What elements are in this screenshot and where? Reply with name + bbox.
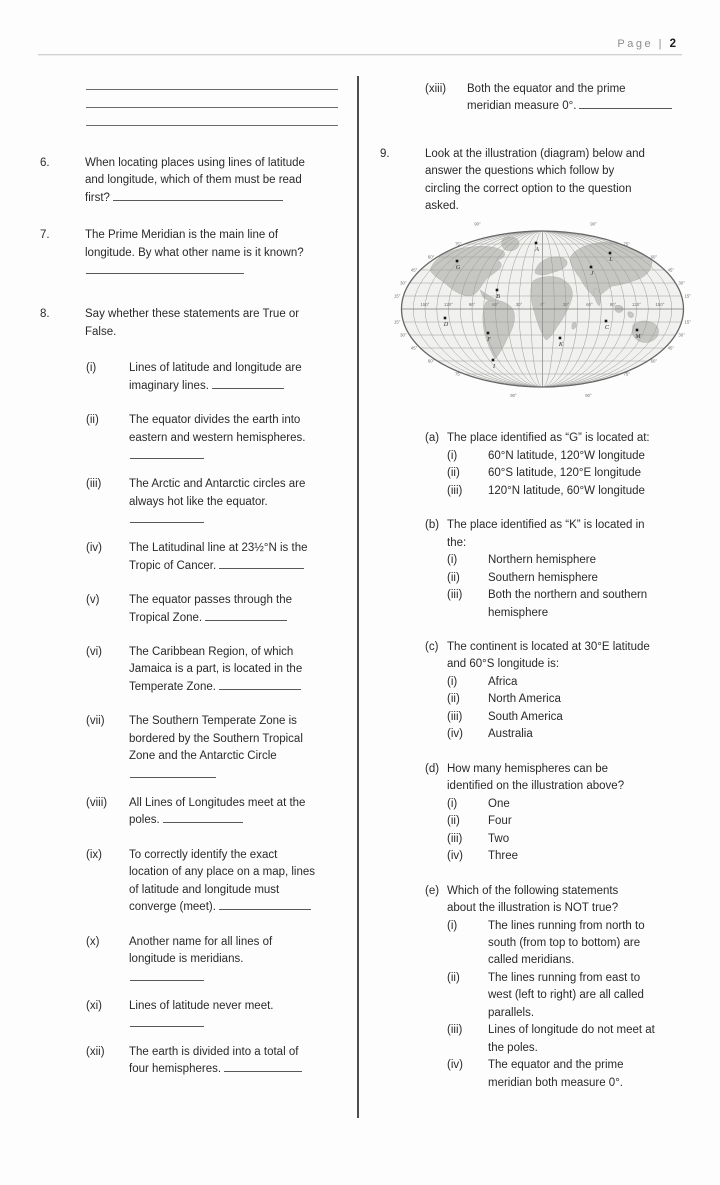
map-latitude-label: 75° xyxy=(623,371,630,377)
map-point xyxy=(535,242,538,245)
map-longitude-label: 150° xyxy=(655,301,665,307)
map-latitude-label: 60° xyxy=(427,254,435,260)
map-point-label: L xyxy=(609,256,613,264)
column-divider xyxy=(357,76,359,1118)
answer-blank-line xyxy=(86,78,338,90)
mc-stem: The continent is located at 30°E latitude and 60°S longitude is: xyxy=(447,640,650,671)
map-point xyxy=(609,252,612,255)
answer-blank xyxy=(219,558,304,569)
option-number: (ii) xyxy=(447,971,460,984)
question-number: 6. xyxy=(40,157,50,169)
mc-option xyxy=(447,1057,710,1092)
world-map-illustration xyxy=(386,218,702,406)
mc-option xyxy=(447,709,710,726)
option-text: Southern hemisphere xyxy=(488,571,598,584)
mc-option xyxy=(447,726,710,743)
map-point-label: B xyxy=(496,293,500,301)
option-number: (iii) xyxy=(447,832,463,845)
option-number: (i) xyxy=(447,554,458,567)
map-point xyxy=(559,337,562,340)
mc-question-d xyxy=(425,761,710,866)
map-point xyxy=(496,289,499,292)
item-text: The Caribbean Region, of which Jamaica is a part, is located in the Temperate Zone. xyxy=(129,645,303,693)
map-longitude-label: 90° xyxy=(609,301,617,307)
item-text: The equator divides the earth into eastern and western hemispheres. xyxy=(129,414,306,444)
map-point xyxy=(492,359,495,362)
question-text: Say whether these statements are True or False. xyxy=(85,308,300,338)
statement-item xyxy=(86,1044,356,1079)
map-longitude-label: 30° xyxy=(515,301,523,307)
world-map-svg xyxy=(386,218,699,400)
map-pole-label: 90° xyxy=(510,392,517,398)
option-text: Lines of longitude do not meet at the poles. xyxy=(488,1024,655,1054)
mc-option xyxy=(447,831,710,848)
map-latitude-label: 15° xyxy=(393,319,401,325)
question-text: The Prime Meridian is the main line of longitude. By what other name is it known? xyxy=(85,229,304,259)
option-text: The lines running from east to west (left to right) are all called parallels. xyxy=(488,971,644,1019)
option-text: North America xyxy=(488,693,561,706)
answer-blank xyxy=(219,679,301,690)
item-text: All Lines of Longitudes meet at the poles. xyxy=(129,796,306,827)
option-text: The lines running from north to south (from top to bottom) are called meridians. xyxy=(488,919,645,967)
answer-blank-line xyxy=(86,108,338,126)
map-pole-label: 90° xyxy=(590,221,597,227)
question-text: When locating places using lines of latitude and longitude, which of them must be read first? xyxy=(85,157,305,204)
header-rule xyxy=(38,54,682,55)
answer-blank xyxy=(113,190,283,201)
mc-label: (a) xyxy=(425,432,440,445)
map-longitude-label: 90° xyxy=(468,301,476,307)
item-number: (v) xyxy=(86,594,100,607)
option-text: 120°N latitude, 60°W longitude xyxy=(488,484,645,497)
item-number: (iii) xyxy=(86,478,102,491)
item-text: The earth is divided into a total of four hemispheres. xyxy=(129,1046,299,1076)
map-latitude-label: 75° xyxy=(623,241,630,247)
mc-label: (e) xyxy=(425,884,440,897)
question-7 xyxy=(40,227,356,274)
statement-item xyxy=(86,847,356,917)
statement-list xyxy=(86,360,356,1079)
map-latitude-label: 30° xyxy=(400,280,407,286)
option-text: Australia xyxy=(488,728,533,741)
mc-option xyxy=(447,796,710,813)
answer-blank xyxy=(579,98,672,109)
mc-question-c xyxy=(425,639,710,744)
option-number: (iii) xyxy=(447,710,463,723)
answer-blank xyxy=(224,1061,302,1072)
map-latitude-label: 15° xyxy=(684,319,692,325)
map-point xyxy=(487,332,490,335)
map-latitude-label: 75° xyxy=(455,241,462,247)
item-number: (vi) xyxy=(86,645,102,658)
mc-label: (b) xyxy=(425,519,440,532)
mc-stem: How many hemispheres can be identified on the illustration above? xyxy=(447,762,625,793)
option-text: Both the northern and southern hemisphere xyxy=(488,589,648,619)
map-point-label: M xyxy=(635,333,641,341)
answer-blank xyxy=(86,273,244,274)
map-latitude-label: 30° xyxy=(678,332,685,338)
option-number: (i) xyxy=(447,449,458,462)
answer-blank xyxy=(130,777,216,778)
map-point xyxy=(456,260,459,263)
map-latitude-label: 15° xyxy=(393,293,401,299)
answer-blank xyxy=(163,812,243,823)
answer-blank-line xyxy=(86,90,338,108)
map-latitude-label: 45° xyxy=(667,267,675,273)
map-latitude-label: 60° xyxy=(650,358,658,364)
item-text: Another name for all lines of longitude is meridians. xyxy=(129,935,273,966)
item-text: Both the equator and the prime meridian measure 0°. xyxy=(467,83,626,113)
map-point-label: J xyxy=(590,270,594,278)
page-number: 2 xyxy=(669,38,676,50)
statement-item xyxy=(86,476,356,523)
statement-item xyxy=(86,540,356,575)
item-number: (xii) xyxy=(86,1046,105,1058)
answer-blank xyxy=(219,899,311,910)
item-number: (ix) xyxy=(86,848,102,861)
option-text: Three xyxy=(488,850,519,863)
map-point-label: C xyxy=(604,324,610,332)
mc-question-a xyxy=(425,430,710,500)
question-number: 9. xyxy=(380,147,390,160)
item-text: The Southern Temperate Zone is bordered by the Southern Tropical Zone and the Antarctic Circle xyxy=(129,715,303,763)
page-label: Page | xyxy=(617,38,665,50)
option-number: (ii) xyxy=(447,693,460,706)
item-number: (iv) xyxy=(86,542,102,555)
statement-item xyxy=(86,360,356,395)
option-number: (i) xyxy=(447,675,458,688)
statement-item xyxy=(86,795,356,830)
map-latitude-label: 45° xyxy=(410,345,418,351)
map-latitude-label: 30° xyxy=(400,332,407,338)
item-number: (ii) xyxy=(86,414,99,427)
mc-option xyxy=(447,970,710,1022)
map-longitude-label: 60° xyxy=(492,301,499,307)
option-number: (iii) xyxy=(447,1024,463,1037)
option-text: Northern hemisphere xyxy=(488,554,597,567)
answer-blank xyxy=(130,458,204,459)
mc-option xyxy=(447,848,710,865)
option-number: (iv) xyxy=(447,850,463,863)
map-pole-label: 90° xyxy=(474,221,481,227)
mc-option xyxy=(447,587,710,622)
map-longitude-label: 120° xyxy=(444,301,453,307)
map-latitude-label: 75° xyxy=(455,371,462,377)
mc-option xyxy=(447,691,710,708)
mc-question-e xyxy=(425,883,710,1093)
mc-label: (d) xyxy=(425,762,440,775)
mc-option xyxy=(447,918,710,970)
map-pole-label: 90° xyxy=(585,392,592,398)
answer-blank xyxy=(130,522,204,523)
mc-option xyxy=(447,448,710,465)
map-latitude-label: 45° xyxy=(667,345,675,351)
map-longitude-label: 60° xyxy=(586,301,593,307)
left-column xyxy=(40,78,356,1096)
item-text: The equator passes through the Tropical Zone. xyxy=(129,594,293,624)
item-text: To correctly identify the exact location of any place on a map, lines of latitude and longitude must converge (meet). xyxy=(129,848,316,914)
option-text: South America xyxy=(488,710,563,723)
item-number: (vii) xyxy=(86,715,105,728)
option-number: (i) xyxy=(447,919,458,932)
mc-stem: The place identified as “K” is located in the: xyxy=(447,519,645,549)
map-latitude-label: 30° xyxy=(678,280,685,286)
map-latitude-label: 60° xyxy=(650,254,658,260)
map-longitude-label: 0° xyxy=(540,301,545,307)
statement-item-xiii xyxy=(425,81,710,116)
page-header xyxy=(617,36,676,53)
statement-item xyxy=(86,592,356,627)
item-number: (xiii) xyxy=(425,83,447,95)
option-text: Four xyxy=(488,815,512,828)
map-point-label: F xyxy=(487,336,491,344)
question-6 xyxy=(40,155,356,207)
statement-item xyxy=(86,998,356,1027)
statement-item xyxy=(86,412,356,459)
item-number: (viii) xyxy=(86,796,108,809)
mc-option xyxy=(447,674,710,691)
option-text: Two xyxy=(488,832,510,845)
option-text: One xyxy=(488,797,510,810)
map-point xyxy=(636,329,639,332)
option-number: (iv) xyxy=(447,728,463,741)
mc-stem: Which of the following statements about the illustration is NOT true? xyxy=(447,884,619,915)
map-longitude-label: 120° xyxy=(632,301,641,307)
answer-blank xyxy=(130,980,204,981)
option-number: (iii) xyxy=(447,589,463,602)
item-number: (xi) xyxy=(86,999,102,1012)
statement-item xyxy=(86,644,356,696)
item-number: (x) xyxy=(86,935,100,948)
mc-label: (c) xyxy=(425,640,439,653)
option-number: (ii) xyxy=(447,571,460,584)
option-text: Africa xyxy=(488,675,518,688)
mc-option xyxy=(447,465,710,482)
mc-question-b xyxy=(425,517,710,622)
statement-item xyxy=(86,934,356,981)
item-text: The Arctic and Antarctic circles are always hot like the equator. xyxy=(129,478,306,508)
map-point xyxy=(590,266,593,269)
mc-option xyxy=(447,570,710,587)
option-number: (ii) xyxy=(447,815,460,828)
option-text: 60°N latitude, 120°W longitude xyxy=(488,449,645,462)
map-point-label: I xyxy=(492,363,496,371)
question-number: 8. xyxy=(40,308,50,321)
answer-blank xyxy=(212,378,284,389)
item-text: Lines of latitude and longitude are imaginary lines. xyxy=(129,362,302,392)
option-number: (ii) xyxy=(447,467,460,480)
map-point xyxy=(605,320,608,323)
mc-stem: The place identified as “G” is located at: xyxy=(447,432,650,445)
mc-option xyxy=(447,1022,710,1057)
option-text: 60°S latitude, 120°E longitude xyxy=(488,467,642,480)
question-8 xyxy=(40,306,356,341)
map-latitude-label: 15° xyxy=(684,293,692,299)
map-point-label: D xyxy=(443,321,449,329)
question-text: Look at the illustration (diagram) below and answer the questions which follow by circling the correct option to the question asked. xyxy=(425,147,645,213)
option-text: The equator and the prime meridian both measure 0°. xyxy=(488,1059,624,1089)
option-number: (i) xyxy=(447,797,458,810)
question-9 xyxy=(380,146,710,216)
map-point-label: A xyxy=(535,246,539,254)
option-number: (iii) xyxy=(447,484,463,497)
item-number: (i) xyxy=(86,362,97,375)
map-latitude-label: 45° xyxy=(410,267,418,273)
mc-option xyxy=(447,552,710,569)
answer-blank xyxy=(130,1026,204,1027)
option-number: (iv) xyxy=(447,1059,463,1072)
mc-option xyxy=(447,483,710,500)
answer-blank xyxy=(205,610,287,621)
map-point-label: K xyxy=(558,341,564,349)
map-longitude-label: 30° xyxy=(562,301,570,307)
map-point xyxy=(444,317,447,320)
right-column xyxy=(380,78,710,1092)
mc-option xyxy=(447,813,710,830)
map-point-label: G xyxy=(455,264,461,272)
map-latitude-label: 60° xyxy=(427,358,435,364)
item-text: The Latitudinal line at 23½°N is the Tropic of Cancer. xyxy=(129,542,308,572)
map-longitude-label: 150° xyxy=(420,301,430,307)
item-text: Lines of latitude never meet. xyxy=(129,999,274,1012)
answer-lines xyxy=(40,78,356,126)
question-number: 7. xyxy=(40,229,50,242)
statement-item xyxy=(86,713,356,777)
